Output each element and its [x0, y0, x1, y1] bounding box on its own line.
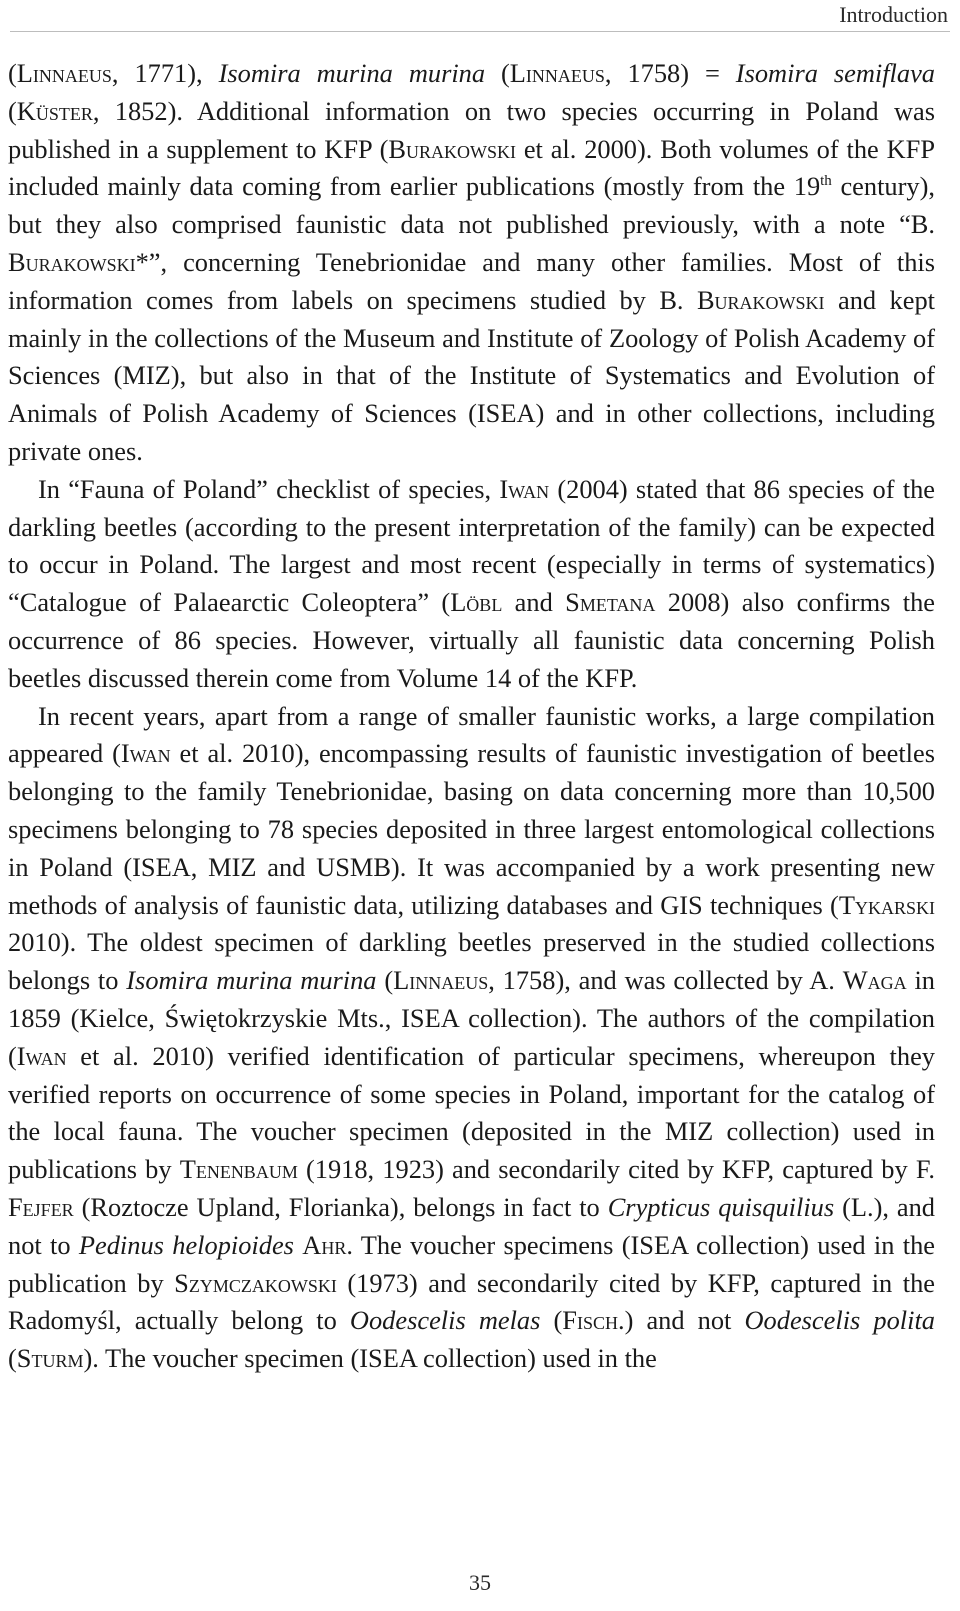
author-name: Tykarski [838, 889, 935, 920]
text-run: ( [8, 1343, 17, 1374]
text-run: and [502, 587, 566, 618]
text-run: 2008) also confirms the occurrence of 86 species. However, virtually all faunistic data concerning Polish beetles discussed therein come from Volume 14 of the KFP. [8, 587, 935, 693]
text-run: and kept mainly in the collections of the Museum and Institute of Zoology of Polish Academy of Sciences (MIZ), but also in that of the Institute of Systematics and Evolution of Animals of Polish Academy of Sciences (ISEA) and in other collections, including private ones. [8, 284, 935, 466]
text-run: (2004) stated that 86 species of the darkling beetles (according to the present interpretation of the family) can be expected to occur in Poland. The largest and most recent (especially in terms of systematics) “Catalogue of Palaearctic Coleoptera” ( [8, 473, 935, 618]
text-run: ( [8, 95, 17, 126]
text-run: ( [540, 1305, 563, 1336]
text-run: , 1852). Additional information on two species occurring in Poland was published in a supplement to KFP ( [8, 95, 935, 164]
species-name: Crypticus quisquilius [607, 1191, 835, 1222]
species-name: Oodescelis melas [349, 1305, 541, 1336]
species-name: Isomira murina murina [218, 58, 486, 88]
text-run: ( [376, 965, 394, 996]
author-name: Küster [16, 95, 93, 126]
text-run: ). The voucher specimen (ISEA collection) used in the [83, 1343, 657, 1374]
species-name: Oodescelis polita [744, 1305, 935, 1336]
superscript: th [820, 173, 832, 190]
text-run: , 1758) = [604, 58, 736, 88]
author-name: Iwan [16, 1040, 67, 1071]
author-name: Linnaeus [16, 58, 112, 88]
author-name: Iwan [120, 738, 171, 769]
text-run: In “Fauna of Poland” checklist of species, [38, 473, 500, 504]
running-head: Introduction [839, 2, 948, 27]
paragraph [8, 55, 935, 471]
author-name: Burakowski [388, 133, 516, 164]
text-run: 2010). The oldest specimen of darkling beetles preserved in the studied collections belongs to [8, 927, 935, 996]
author-name: Burakowski [696, 284, 825, 315]
text-run: , 1758), and was collected by A. [488, 965, 843, 996]
text-run: century), but they also comprised faunistic data not published previously, with a note “B. [8, 171, 935, 240]
text-run: et al. 2000). Both volumes of the KFP included mainly data coming from earlier publications (mostly from the 19 [8, 133, 936, 202]
author-name: Löbl [450, 587, 503, 618]
text-run: *”, concerning Tenebrionidae and many other families. Most of this information comes from labels on specimens studied by B. [8, 246, 935, 315]
author-name: Tenenbaum [179, 1154, 298, 1185]
author-name: Burakowski [8, 246, 136, 277]
text-run: in 1859 (Kielce, Świętokrzyskie Mts., ISEA collection). The authors of the compilation ( [8, 965, 935, 1071]
author-name: Linnaeus [393, 965, 489, 996]
species-name: Isomira murina murina [126, 965, 377, 996]
text-run: .) and not [617, 1305, 745, 1336]
text-run: (Roztocze Upland, Florianka), belongs in fact to [73, 1191, 608, 1222]
author-name: Waga [842, 965, 907, 996]
text-run: et al. 2010) verified identification of particular specimens, whereupon they verified reports on occurrence of some species in Poland, important for the catalog of the local fauna. The voucher specimen (deposited in the MIZ collection) used in publications by [8, 1040, 935, 1185]
text-run: ( [485, 58, 510, 88]
body-text [8, 55, 935, 1378]
header-rule [10, 31, 950, 32]
author-name: Smetana [565, 587, 656, 618]
text-run: et al. 2010), encompassing results of faunistic investigation of beetles belonging to the family Tenebrionidae, basing on data concerning more than 10,500 specimens belonging to 78 species deposited in three largest entomological collections in Poland (ISEA, MIZ and USMB). It was accompanied by a work presenting new methods of analysis of faunistic data, utilizing databases and GIS techniques ( [8, 738, 935, 920]
author-name: Ahr [302, 1229, 347, 1260]
text-run: (L.), and not to [8, 1191, 935, 1260]
author-name: Fisch [562, 1305, 618, 1336]
paragraph [8, 698, 935, 1378]
text-run: (1973) and secondarily cited by KFP, captured in the Radomyśl, actually belong to [8, 1267, 935, 1336]
paragraph [8, 471, 935, 698]
text-run: In recent years, apart from a range of smaller faunistic works, a large compilation appeared ( [8, 700, 935, 769]
author-name: Iwan [499, 473, 550, 504]
species-name: Isomira semiflava [735, 58, 935, 88]
page-number: 35 [469, 1570, 491, 1595]
text-run: (1918, 1923) and secondarily cited by KFP, captured by F. [297, 1154, 935, 1185]
author-name: Fejfer [8, 1191, 74, 1222]
author-name: Sturm [16, 1343, 84, 1374]
author-name: Linnaeus [509, 58, 605, 88]
text-run: , 1771), [111, 58, 219, 88]
text-run: . The voucher specimens (ISEA collection) used in the publication by [8, 1229, 935, 1298]
author-name: Szymczakowski [174, 1267, 337, 1298]
text-run: ( [8, 58, 17, 88]
species-name: Pedinus helopioides [78, 1229, 294, 1260]
